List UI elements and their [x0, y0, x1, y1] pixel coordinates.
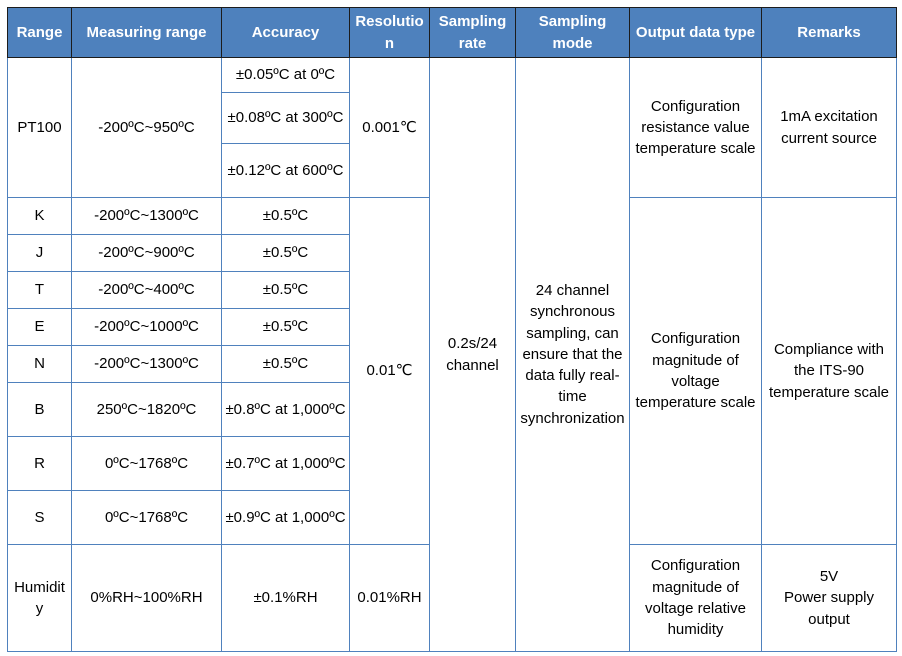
cell-s-measuring-range: 0ºC~1768ºC	[72, 491, 222, 545]
cell-thermocouple-remarks: Compliance with the ITS-90 temperature scale	[762, 198, 897, 545]
cell-humidity-accuracy: ±0.1%RH	[222, 545, 350, 652]
cell-humidity-measuring-range: 0%RH~100%RH	[72, 545, 222, 652]
cell-r-range: R	[8, 437, 72, 491]
cell-pt100-range: PT100	[8, 58, 72, 198]
header-cell-accuracy: Accuracy	[222, 8, 350, 58]
cell-t-range: T	[8, 272, 72, 309]
cell-sampling-rate: 0.2s/24 channel	[430, 58, 516, 652]
header-cell-remarks: Remarks	[762, 8, 897, 58]
header-row	[8, 8, 897, 58]
cell-j-measuring-range: -200ºC~900ºC	[72, 235, 222, 272]
cell-humidity-output-data-type: Configuration magnitude of voltage relative humidity	[630, 545, 762, 652]
cell-n-accuracy: ±0.5ºC	[222, 346, 350, 383]
cell-n-measuring-range: -200ºC~1300ºC	[72, 346, 222, 383]
cell-j-accuracy: ±0.5ºC	[222, 235, 350, 272]
row-pt100	[8, 58, 897, 93]
cell-b-accuracy: ±0.8ºC at 1,000ºC	[222, 383, 350, 437]
header-cell-measuring-range: Measuring range	[72, 8, 222, 58]
cell-s-range: S	[8, 491, 72, 545]
cell-pt100-accuracy-1: ±0.05ºC at 0ºC	[222, 58, 350, 93]
spec-table	[7, 7, 897, 652]
cell-pt100-resolution: 0.001℃	[350, 58, 430, 198]
cell-humidity-remarks	[762, 545, 897, 652]
cell-t-accuracy: ±0.5ºC	[222, 272, 350, 309]
cell-e-accuracy: ±0.5ºC	[222, 309, 350, 346]
cell-n-range: N	[8, 346, 72, 383]
cell-k-accuracy: ±0.5ºC	[222, 198, 350, 235]
cell-k-range: K	[8, 198, 72, 235]
header-cell-output-data-type: Output data type	[630, 8, 762, 58]
cell-sampling-mode: 24 channel synchronous sampling, can ensure that the data fully real-time synchronization	[516, 58, 630, 652]
cell-humidity-range: Humidity	[8, 545, 72, 652]
cell-t-measuring-range: -200ºC~400ºC	[72, 272, 222, 309]
cell-k-measuring-range: -200ºC~1300ºC	[72, 198, 222, 235]
cell-e-measuring-range: -200ºC~1000ºC	[72, 309, 222, 346]
cell-j-range: J	[8, 235, 72, 272]
cell-thermocouple-resolution: 0.01℃	[350, 198, 430, 545]
cell-pt100-accuracy-3: ±0.12ºC at 600ºC	[222, 144, 350, 198]
cell-s-accuracy: ±0.9ºC at 1,000ºC	[222, 491, 350, 545]
header-cell-sampling-mode: Sampling mode	[516, 8, 630, 58]
cell-pt100-output-data-type: Configuration resistance value temperature scale	[630, 58, 762, 198]
cell-e-range: E	[8, 309, 72, 346]
cell-r-measuring-range: 0ºC~1768ºC	[72, 437, 222, 491]
cell-humidity-resolution: 0.01%RH	[350, 545, 430, 652]
cell-pt100-accuracy-2: ±0.08ºC at 300ºC	[222, 93, 350, 144]
header-cell-sampling-rate: Sampling rate	[430, 8, 516, 58]
humidity-remark-line-1: 5V	[819, 568, 839, 586]
humidity-remark-line-2: Power supply output	[783, 589, 875, 628]
cell-b-measuring-range: 250ºC~1820ºC	[72, 383, 222, 437]
cell-thermocouple-output-data-type: Configuration magnitude of voltage temperature scale	[630, 198, 762, 545]
cell-pt100-remarks: 1mA excitation current source	[762, 58, 897, 198]
header-cell-resolution: Resolution	[350, 8, 430, 58]
cell-pt100-measuring-range: -200ºC~950ºC	[72, 58, 222, 198]
header-cell-range: Range	[8, 8, 72, 58]
cell-b-range: B	[8, 383, 72, 437]
cell-r-accuracy: ±0.7ºC at 1,000ºC	[222, 437, 350, 491]
